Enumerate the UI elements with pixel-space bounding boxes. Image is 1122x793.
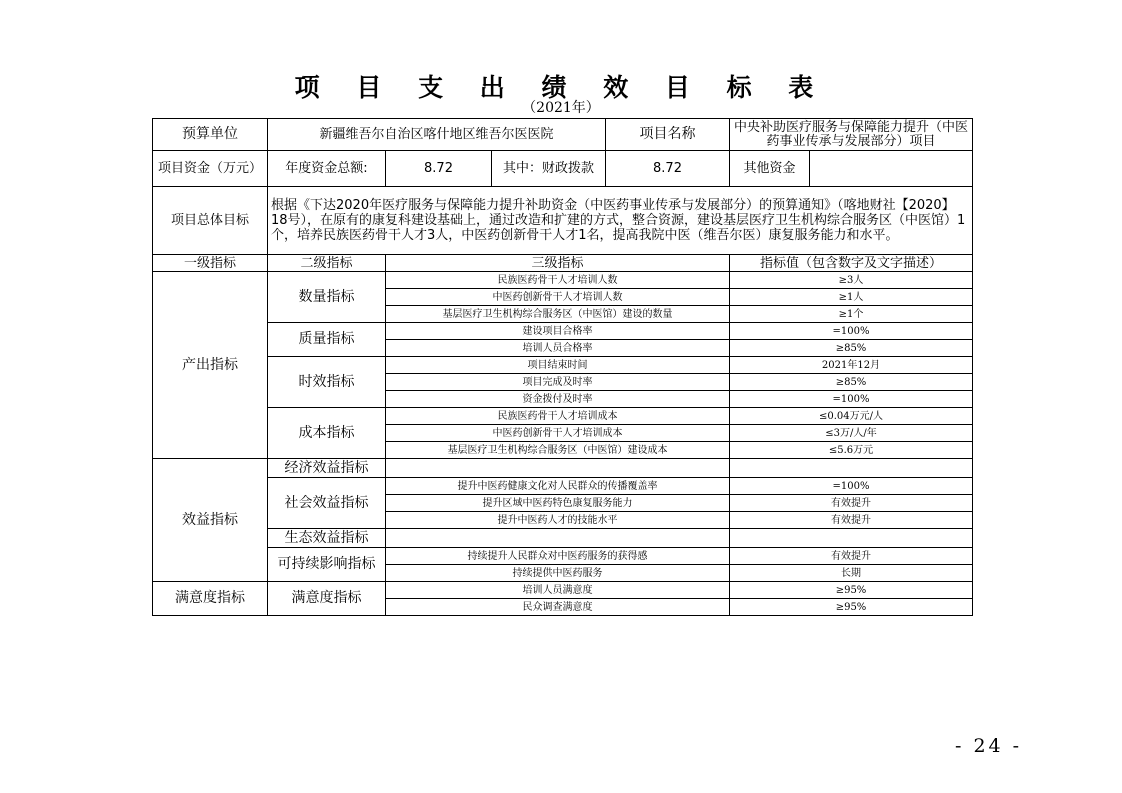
col-level2-header: 二级指标 [268, 255, 386, 272]
indicator-value: 长期 [730, 565, 973, 582]
other-funds-label: 其他资金 [730, 151, 810, 187]
indicator-name: 持续提升人民群众对中医药服务的获得感 [386, 548, 730, 565]
economic-indicator-label: 经济效益指标 [268, 459, 386, 478]
social-indicator-label: 社会效益指标 [268, 478, 386, 529]
indicator-name: 基层医疗卫生机构综合服务区（中医馆）建设成本 [386, 442, 730, 459]
indicator-value: =100% [730, 323, 973, 340]
indicator-value: 有效提升 [730, 495, 973, 512]
table-row [153, 529, 973, 548]
indicator-value: =100% [730, 478, 973, 495]
indicator-value: 2021年12月 [730, 357, 973, 374]
annual-total-label: 年度资金总额: [268, 151, 386, 187]
indicator-name: 建设项目合格率 [386, 323, 730, 340]
indicator-name: 中医药创新骨干人才培训成本 [386, 425, 730, 442]
table-row [153, 459, 973, 478]
indicator-value: ≥95% [730, 582, 973, 599]
table-row [153, 548, 973, 565]
table-row [153, 478, 973, 495]
table-row [153, 582, 973, 599]
page-title: 项 目 支 出 绩 效 目 标 表 [294, 73, 828, 102]
satisfaction-indicator-label: 满意度指标 [153, 582, 268, 616]
annual-total-value: 8.72 [386, 151, 492, 187]
indicator-name: 基层医疗卫生机构综合服务区（中医馆）建设的数量 [386, 306, 730, 323]
indicator-value [730, 459, 973, 478]
indicator-value: ≤5.6万元 [730, 442, 973, 459]
budget-unit-value: 新疆维吾尔自治区喀什地区维吾尔医医院 [268, 119, 606, 151]
indicator-name: 资金拨付及时率 [386, 391, 730, 408]
indicator-name: 民族医药骨干人才培训成本 [386, 408, 730, 425]
output-indicator-label: 产出指标 [153, 272, 268, 459]
indicator-name: 中医药创新骨干人才培训人数 [386, 289, 730, 306]
performance-target-table [152, 118, 973, 616]
overall-goal-row [153, 187, 973, 255]
column-header-row [153, 255, 973, 272]
year-subtitle: （2021年） [522, 100, 600, 116]
indicator-name: 民众调查满意度 [386, 599, 730, 616]
project-name-value: 中央补助医疗服务与保障能力提升（中医药事业传承与发展部分）项目 [730, 119, 973, 151]
project-name-label: 项目名称 [606, 119, 730, 151]
satisfaction-sub-indicator-label: 满意度指标 [268, 582, 386, 616]
sustainable-indicator-label: 可持续影响指标 [268, 548, 386, 582]
col-level3-header: 三级指标 [386, 255, 730, 272]
indicator-value: ≥95% [730, 599, 973, 616]
fiscal-label: 其中：财政拨款 [492, 151, 606, 187]
indicator-value: =100% [730, 391, 973, 408]
fiscal-value: 8.72 [606, 151, 730, 187]
indicator-value: ≤3万/人/年 [730, 425, 973, 442]
quantity-indicator-label: 数量指标 [268, 272, 386, 323]
timeliness-indicator-label: 时效指标 [268, 357, 386, 408]
benefit-indicator-label: 效益指标 [153, 459, 268, 582]
indicator-name: 培训人员满意度 [386, 582, 730, 599]
table-row [153, 357, 973, 374]
indicator-value: ≥1人 [730, 289, 973, 306]
funds-label: 项目资金（万元） [153, 151, 268, 187]
table-row [153, 323, 973, 340]
funds-row [153, 151, 973, 187]
table-row [153, 272, 973, 289]
indicator-value: ≥85% [730, 340, 973, 357]
indicator-value: ≥85% [730, 374, 973, 391]
col-level1-header: 一级指标 [153, 255, 268, 272]
indicator-name: 民族医药骨干人才培训人数 [386, 272, 730, 289]
indicator-value: ≤0.04万元/人 [730, 408, 973, 425]
indicator-name: 项目完成及时率 [386, 374, 730, 391]
indicator-value [730, 529, 973, 548]
cost-indicator-label: 成本指标 [268, 408, 386, 459]
quality-indicator-label: 质量指标 [268, 323, 386, 357]
indicator-name: 项目结束时间 [386, 357, 730, 374]
other-funds-value [810, 151, 973, 187]
indicator-name: 提升区域中医药特色康复服务能力 [386, 495, 730, 512]
ecological-indicator-label: 生态效益指标 [268, 529, 386, 548]
col-value-header: 指标值（包含数字及文字描述） [730, 255, 973, 272]
indicator-name: 培训人员合格率 [386, 340, 730, 357]
overall-goal-label: 项目总体目标 [153, 187, 268, 255]
budget-unit-label: 预算单位 [153, 119, 268, 151]
indicator-value: ≥3人 [730, 272, 973, 289]
table-row [153, 408, 973, 425]
indicator-value: 有效提升 [730, 512, 973, 529]
budget-unit-row [153, 119, 973, 151]
indicator-name: 持续提供中医药服务 [386, 565, 730, 582]
indicator-name [386, 529, 730, 548]
indicator-name: 提升中医药人才的技能水平 [386, 512, 730, 529]
indicator-name [386, 459, 730, 478]
indicator-value: ≥1个 [730, 306, 973, 323]
overall-goal-text: 根据《下达2020年医疗服务与保障能力提升补助资金（中医药事业传承与发展部分）的预算通知》（喀地财社【2020】18号），在原有的康复科建设基础上，通过改造和扩建的方式，整合资源，建设基层医疗卫生机构综合服务区（中医馆）1个，培养民族医药骨干人才3人，中医药创新骨干人才1名，提高我院中医（维吾尔医）康复服务能力和水平。 [268, 187, 973, 255]
indicator-name: 提升中医药健康文化对人民群众的传播覆盖率 [386, 478, 730, 495]
page-number: - 24 - [955, 735, 1023, 757]
indicator-value: 有效提升 [730, 548, 973, 565]
